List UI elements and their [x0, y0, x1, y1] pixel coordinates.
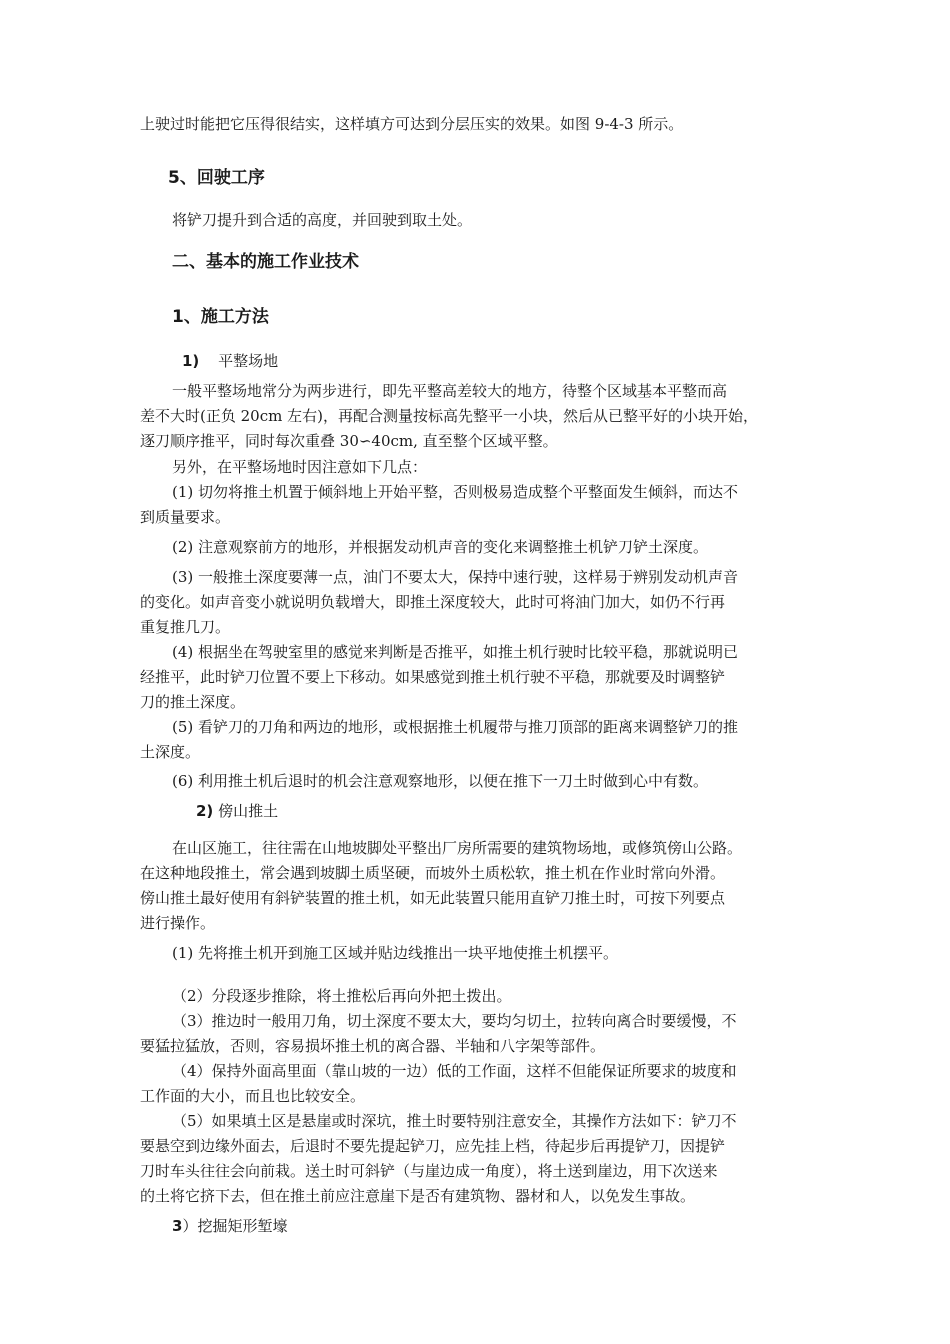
chapter-heading: 二、基本的施工作业技术: [172, 252, 359, 272]
list-item-line: (1) 先将推土机开到施工区域并贴边线推出一块平地使推土机摆平。: [172, 944, 619, 962]
subsection-title: 傍山推土: [218, 802, 279, 820]
list-item-line: (6) 利用推土机后退时的机会注意观察地形，以便在推下一刀土时做到心中有数。: [172, 772, 709, 790]
list-item-line: 工作面的大小，而且也比较安全。: [140, 1087, 366, 1105]
paragraph-line: 一般平整场地常分为两步进行，即先平整高差较大的地方，待整个区域基本平整而高: [172, 382, 728, 400]
list-item-line: 重复推几刀。: [140, 618, 231, 636]
list-item-line: （5）如果填土区是悬崖或时深坑，推土时要特别注意安全，其操作方法如下：铲刀不: [172, 1112, 737, 1130]
list-item-line: 的变化。如声音变小就说明负载增大，即推土深度较大，此时可将油门加大，如仍不行再: [140, 593, 726, 611]
paragraph-line: 另外，在平整场地时因注意如下几点：: [172, 458, 428, 476]
section-heading-1: 1、施工方法: [172, 307, 269, 327]
paragraph-line: 傍山推土最好使用有斜铲装置的推土机，如无此装置只能用直铲刀推土时，可按下列要点: [140, 889, 726, 907]
list-item-line: (2) 注意观察前方的地形，并根据发动机声音的变化来调整推土机铲刀铲土深度。: [172, 538, 709, 556]
paragraph-line: 在这种地段推土，常会遇到坡脚土质坚硬，而坡外土质松软，推土机在作业时常向外滑。: [140, 864, 726, 882]
paragraph-line: 进行操作。: [140, 914, 216, 932]
list-item-line: 要猛拉猛放，否则，容易损坏推土机的离合器、半轴和八字架等部件。: [140, 1037, 606, 1055]
paragraph-line: 逐刀顺序推平，同时每次重叠 30∽40cm, 直至整个区域平整。: [140, 432, 558, 450]
subsection-number: 1): [182, 352, 200, 370]
subsection-heading-2: [196, 799, 876, 824]
subsection-title: ）挖掘矩形堑壕: [182, 1217, 288, 1235]
list-item-line: (4) 根据坐在驾驶室里的感觉来判断是否推平，如推土机行驶时比较平稳，那就说明已: [172, 643, 739, 661]
paragraph-line: 上驶过时能把它压得很结实，这样填方可达到分层压实的效果。如图 9-4-3 所示。: [140, 115, 684, 133]
section-heading-5: 5、回驶工序: [168, 168, 265, 188]
list-item-line: 刀时车头往往会向前栽。送土时可斜铲（与崖边成一角度），将土送到崖边，用下次送来: [140, 1162, 718, 1180]
subsection-title: 平整场地: [218, 352, 279, 370]
subsection-number: 2): [196, 802, 214, 820]
list-item-line: （3）推边时一般用刀角，切土深度不要太大，要均匀切土，拉转向离合时要缓慢，不: [172, 1012, 737, 1030]
list-item-line: （2）分段逐步推除，将土推松后再向外把土拨出。: [172, 987, 512, 1005]
list-item-line: 的土将它挤下去，但在推土前应注意崖下是否有建筑物、器材和人，以免发生事故。: [140, 1187, 696, 1205]
list-item-line: 土深度。: [140, 743, 201, 761]
list-item-line: (3) 一般推土深度要薄一点，油门不要太大，保持中速行驶，这样易于辨别发动机声音: [172, 568, 739, 586]
paragraph-line: 将铲刀提升到合适的高度，并回驶到取土处。: [172, 211, 473, 229]
list-item-line: 刀的推土深度。: [140, 693, 246, 711]
paragraph-line: 在山区施工，往往需在山地坡脚处平整出厂房所需要的建筑物场地，或修筑傍山公路。: [172, 839, 743, 857]
list-item-line: 经推平，此时铲刀位置不要上下移动。如果感觉到推土机行驶不平稳，那就要及时调整铲: [140, 668, 726, 686]
subsection-number: 3: [172, 1217, 183, 1235]
subsection-heading-1: [182, 349, 862, 374]
subsection-heading-3: [172, 1214, 852, 1239]
list-item-line: (1) 切勿将推土机置于倾斜地上开始平整，否则极易造成整个平整面发生倾斜，而达不: [172, 483, 739, 501]
paragraph-line: 差不大时(正负 20cm 左右)，再配合测量按标高先整平一小块，然后从已整平好的小块开始，: [140, 407, 758, 425]
list-item-line: 到质量要求。: [140, 508, 231, 526]
list-item-line: （4）保持外面高里面（靠山坡的一边）低的工作面，这样不但能保证所要求的坡度和: [172, 1062, 737, 1080]
list-item-line: 要悬空到边缘外面去，后退时不要先提起铲刀，应先挂上档，待起步后再提铲刀，因提铲: [140, 1137, 726, 1155]
list-item-line: (5) 看铲刀的刀角和两边的地形，或根据推土机履带与推刀顶部的距离来调整铲刀的推: [172, 718, 739, 736]
